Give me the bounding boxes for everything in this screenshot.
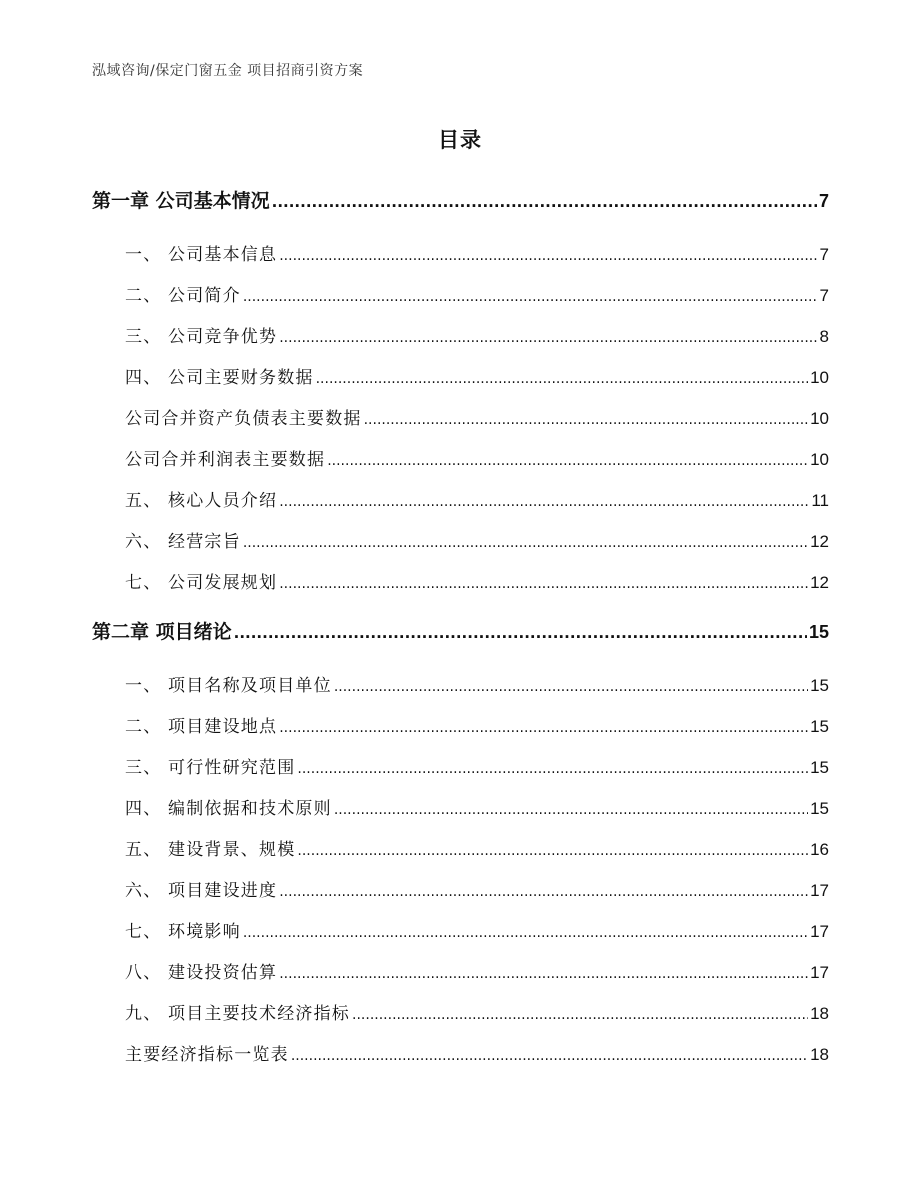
toc-dot-leader [279,963,808,983]
toc-dot-leader [297,758,808,778]
toc-page-number: 11 [811,491,829,510]
toc-section-entry[interactable] [125,404,829,428]
toc-section-entry[interactable] [125,999,829,1023]
toc-section-entry[interactable] [125,445,829,469]
toc-entry-label: 三、 可行性研究范围 [125,758,296,778]
toc-dot-leader [327,450,808,470]
toc-chapter-entry[interactable] [92,617,829,643]
toc-section-entry[interactable] [125,527,829,551]
toc-dot-leader [279,327,817,347]
toc-page-number: 18 [810,1004,829,1023]
toc-page-number: 10 [810,450,829,469]
toc-section-entry[interactable] [125,568,829,592]
toc-dot-leader [279,491,809,511]
toc-page-number: 7 [819,286,829,305]
toc-page-number: 7 [819,245,829,264]
toc-section-entry[interactable] [125,322,829,346]
toc-entry-label: 七、 环境影响 [125,922,241,942]
toc-dot-leader [279,573,808,593]
toc-page-number: 15 [810,799,829,818]
toc-page-number: 15 [810,676,829,695]
toc-section-entry[interactable] [125,876,829,900]
toc-section-entry[interactable] [125,835,829,859]
toc-page-number: 7 [818,191,829,211]
toc-entry-label: 四、 编制依据和技术原则 [125,799,332,819]
toc-page-number: 18 [810,1045,829,1064]
toc-dot-leader [243,532,808,552]
toc-dot-leader [364,409,808,429]
toc-entry-label: 公司合并利润表主要数据 [125,450,326,470]
toc-dot-leader [297,840,808,860]
toc-section-entry[interactable] [125,671,829,695]
toc-page-number: 16 [810,840,829,859]
toc-page-number: 15 [810,717,829,736]
toc-page-number: 8 [819,327,829,346]
toc-chapter-entry[interactable] [92,186,829,212]
toc-entry-label: 三、 公司竞争优势 [125,327,278,347]
toc-dot-leader [352,1004,808,1024]
toc-entry-label: 二、 项目建设地点 [125,717,278,737]
toc-entry-label: 六、 经营宗旨 [125,532,241,552]
toc-entry-label: 二、 公司简介 [125,286,241,306]
toc-entry-label: 一、 公司基本信息 [125,245,278,265]
toc-page-number: 17 [810,963,829,982]
toc-dot-leader [234,621,807,643]
toc-entry-label: 第一章 公司基本情况 [92,190,270,212]
toc-page-number: 12 [810,573,829,592]
toc-dot-leader [279,881,808,901]
toc-dot-leader [316,368,808,388]
toc-entry-label: 四、 公司主要财务数据 [125,368,314,388]
running-header: 泓域咨询/保定门窗五金 项目招商引资方案 [92,63,364,79]
toc-page-number: 17 [810,881,829,900]
toc-dot-leader [279,717,808,737]
toc-entry-label: 公司合并资产负债表主要数据 [125,409,362,429]
toc-section-entry[interactable] [125,486,829,510]
toc-section-entry[interactable] [125,281,829,305]
toc-entry-label: 五、 建设背景、规模 [125,840,296,860]
toc-section-entry[interactable] [125,753,829,777]
toc-section-entry[interactable] [125,1040,829,1064]
toc-dot-leader [243,922,808,942]
toc-page-number: 10 [810,409,829,428]
toc-section-entry[interactable] [125,917,829,941]
toc-entry-label: 九、 项目主要技术经济指标 [125,1004,351,1024]
toc-entry-label: 五、 核心人员介绍 [125,491,278,511]
toc-section-entry[interactable] [125,958,829,982]
toc-dot-leader [279,245,817,265]
toc-page-number: 15 [810,758,829,777]
toc-dot-leader [334,799,808,819]
toc-entry-label: 主要经济指标一览表 [125,1045,289,1065]
toc-page-number: 12 [810,532,829,551]
toc-entry-label: 第二章 项目绪论 [92,621,232,643]
toc-section-entry[interactable] [125,794,829,818]
toc-entry-label: 八、 建设投资估算 [125,963,278,983]
toc-entry-label: 七、 公司发展规划 [125,573,278,593]
toc-section-entry[interactable] [125,363,829,387]
toc-dot-leader [291,1045,808,1065]
toc-section-entry[interactable] [125,712,829,736]
toc-section-entry[interactable] [125,240,829,264]
toc-title: 目录 [438,128,482,152]
toc-page-number: 15 [808,622,829,642]
toc-entry-label: 六、 项目建设进度 [125,881,278,901]
toc-dot-leader [243,286,818,306]
toc-dot-leader [334,676,808,696]
toc-dot-leader [272,190,817,212]
toc-page-number: 10 [810,368,829,387]
toc-entry-label: 一、 项目名称及项目单位 [125,676,332,696]
toc-page-number: 17 [810,922,829,941]
